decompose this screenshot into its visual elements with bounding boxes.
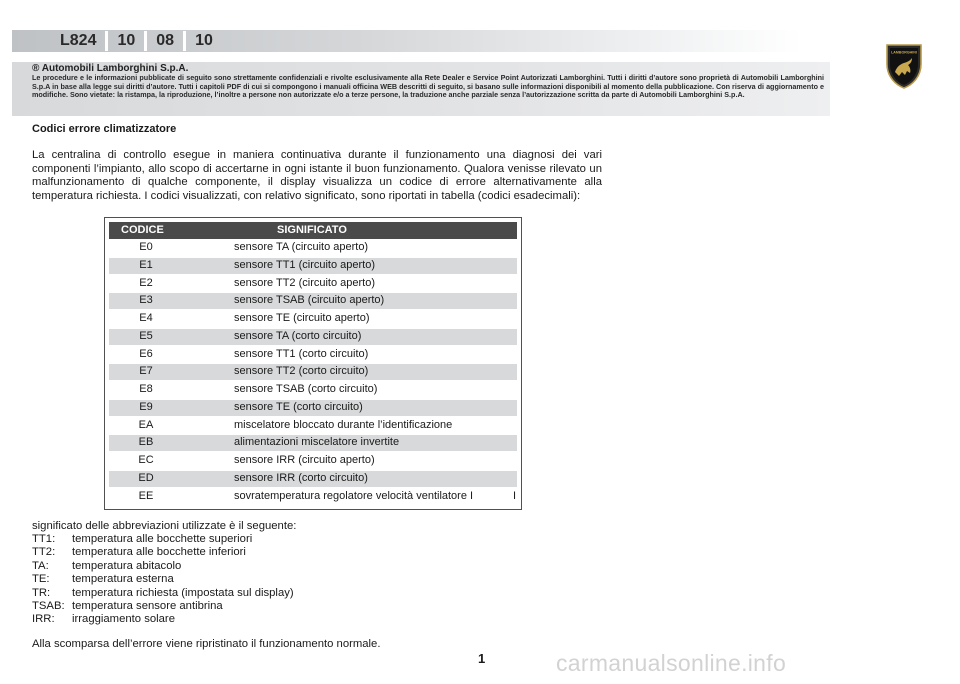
abbreviation-value: temperatura sensore antibrina	[72, 600, 223, 613]
doc-code-model: L824	[0, 31, 108, 51]
error-code: ED	[138, 472, 154, 484]
table-row	[109, 489, 517, 505]
error-code: E6	[139, 348, 153, 360]
abbreviation-item	[32, 560, 294, 573]
error-code: E5	[139, 330, 153, 342]
error-meaning: alimentazioni miscelatore invertite	[234, 436, 400, 448]
abbreviation-key: IRR:	[32, 613, 55, 626]
error-meaning: sensore IRR (corto circuito)	[234, 472, 368, 484]
table-row	[109, 435, 517, 451]
table-row	[109, 329, 517, 345]
error-meaning: sensore TT2 (corto circuito)	[234, 365, 369, 377]
abbreviations-list	[32, 533, 294, 627]
doc-code-group: 10	[108, 31, 147, 51]
error-meaning: sensore TT1 (corto circuito)	[234, 348, 369, 360]
table-header	[109, 222, 517, 239]
abbreviation-item	[32, 573, 294, 586]
abbreviation-key: TT2:	[32, 546, 56, 559]
error-code: E0	[139, 241, 153, 253]
column-header-code: CODICE	[121, 224, 164, 236]
table-row	[109, 364, 517, 380]
table-row	[109, 240, 517, 256]
abbreviation-item	[32, 587, 294, 600]
error-meaning: sensore IRR (circuito aperto)	[234, 454, 375, 466]
table-row	[109, 453, 517, 469]
error-meaning: sovratemperatura regolatore velocità ventilatore I	[234, 490, 474, 502]
disclaimer-text: Le procedure e le informazioni pubblicate di seguito sono strettamente confidenziali e rivolte esclusivamente alla Rete Dealer e Service Point Autorizzati Lamborghini. Tutti i diritti d’autore sono proprietà di Automobili Lamborghini S.p.A in base alla legge sui diritti d’autore. Tutti i capitoli PDF di cui si compongono i manuali officina WEB descritti di seguito, si basano sulle informazioni disponibili al momento della pubblicazione. Con riserva di aggiornamento e modifiche. Sono vietate: la ristampa, la riproduzione, l’inoltre a persone non autorizzate e/o a terze persone, la traduzione anche parziale senza l’autorizzazione scritta da parte di Automobili Lamborghini S.p.A.	[32, 73, 824, 100]
logo-text: LAMBORGHINI	[891, 50, 917, 55]
table-row	[109, 258, 517, 274]
row-marker: I	[513, 490, 517, 502]
error-meaning: sensore TE (corto circuito)	[234, 401, 363, 413]
document-code	[0, 30, 222, 52]
error-code: E1	[139, 259, 153, 271]
closing-note: Alla scomparsa dell’errore viene ripristinato il funzionamento normale.	[32, 638, 381, 650]
abbreviations-title: significato delle abbreviazioni utilizzate è il seguente:	[32, 520, 297, 532]
abbreviation-item	[32, 600, 294, 613]
error-meaning: sensore TT2 (circuito aperto)	[234, 277, 376, 289]
page-number: 1	[478, 651, 486, 666]
error-code: E7	[139, 365, 153, 377]
column-header-meaning: SIGNIFICATO	[277, 224, 347, 236]
section-title: Codici errore climatizzatore	[32, 123, 177, 135]
abbreviation-item	[32, 533, 294, 546]
error-meaning: sensore TA (circuito aperto)	[234, 241, 369, 253]
abbreviation-key: TA:	[32, 559, 49, 572]
table-row	[109, 276, 517, 292]
watermark: carmanualsonline.info	[556, 650, 787, 676]
abbreviation-value: irraggiamento solare	[72, 613, 175, 626]
company-name: ® Automobili Lamborghini S.p.A.	[32, 63, 189, 74]
abbreviation-value: temperatura alle bocchette inferiori	[72, 546, 246, 559]
error-code: EE	[138, 490, 154, 502]
abbreviation-value: temperatura alle bocchette superiori	[72, 533, 253, 545]
error-code-table	[104, 217, 522, 510]
table-row	[109, 293, 517, 309]
error-meaning: sensore TE (circuito aperto)	[234, 312, 370, 324]
abbreviation-key: TSAB:	[32, 600, 65, 613]
abbreviation-value: temperatura richiesta (impostata sul display)	[72, 586, 294, 599]
error-code: E3	[139, 294, 153, 306]
intro-paragraph: La centralina di controllo esegue in maniera continuativa durante il funzionamento una diagnosi dei vari componenti l’impianto, allo scopo di accertarne in ogni istante il buon funzionamento. Qualora venisse rilevato un malfunzionamento di qualche componente, il display visualizza un codice di errore alternativamente alla temperatura richiesta. I codici visualizzati, con relativo significato, sono riportati in tabella (codici esadecimali):	[32, 149, 602, 202]
abbreviation-value: temperatura esterna	[72, 573, 174, 586]
error-code: E8	[139, 383, 153, 395]
table-row	[109, 418, 517, 434]
error-meaning: miscelatore bloccato durante l’identificazione	[234, 419, 453, 431]
error-code: E4	[139, 312, 153, 324]
error-meaning: sensore TSAB (circuito aperto)	[234, 294, 385, 306]
abbreviation-key: TR:	[32, 586, 51, 599]
error-meaning: sensore TSAB (corto circuito)	[234, 383, 378, 395]
error-meaning: sensore TA (corto circuito)	[234, 330, 362, 342]
error-code: EA	[138, 419, 154, 431]
table-row	[109, 382, 517, 398]
table-row	[109, 400, 517, 416]
doc-code-section: 10	[195, 32, 213, 49]
abbreviation-key: TE:	[32, 573, 50, 586]
error-code: EB	[138, 436, 154, 448]
error-code: E2	[139, 277, 153, 289]
error-meaning: sensore TT1 (circuito aperto)	[234, 259, 376, 271]
table-row	[109, 471, 517, 487]
table-row	[109, 311, 517, 327]
doc-code-subgroup: 08	[147, 31, 186, 51]
abbreviation-item	[32, 613, 294, 626]
lamborghini-logo	[884, 42, 924, 90]
abbreviation-item	[32, 546, 294, 559]
abbreviation-key: TT1:	[32, 533, 56, 545]
abbreviation-value: temperatura abitacolo	[72, 559, 182, 572]
error-code: EC	[138, 454, 154, 466]
table-row	[109, 347, 517, 363]
error-code: E9	[139, 401, 153, 413]
